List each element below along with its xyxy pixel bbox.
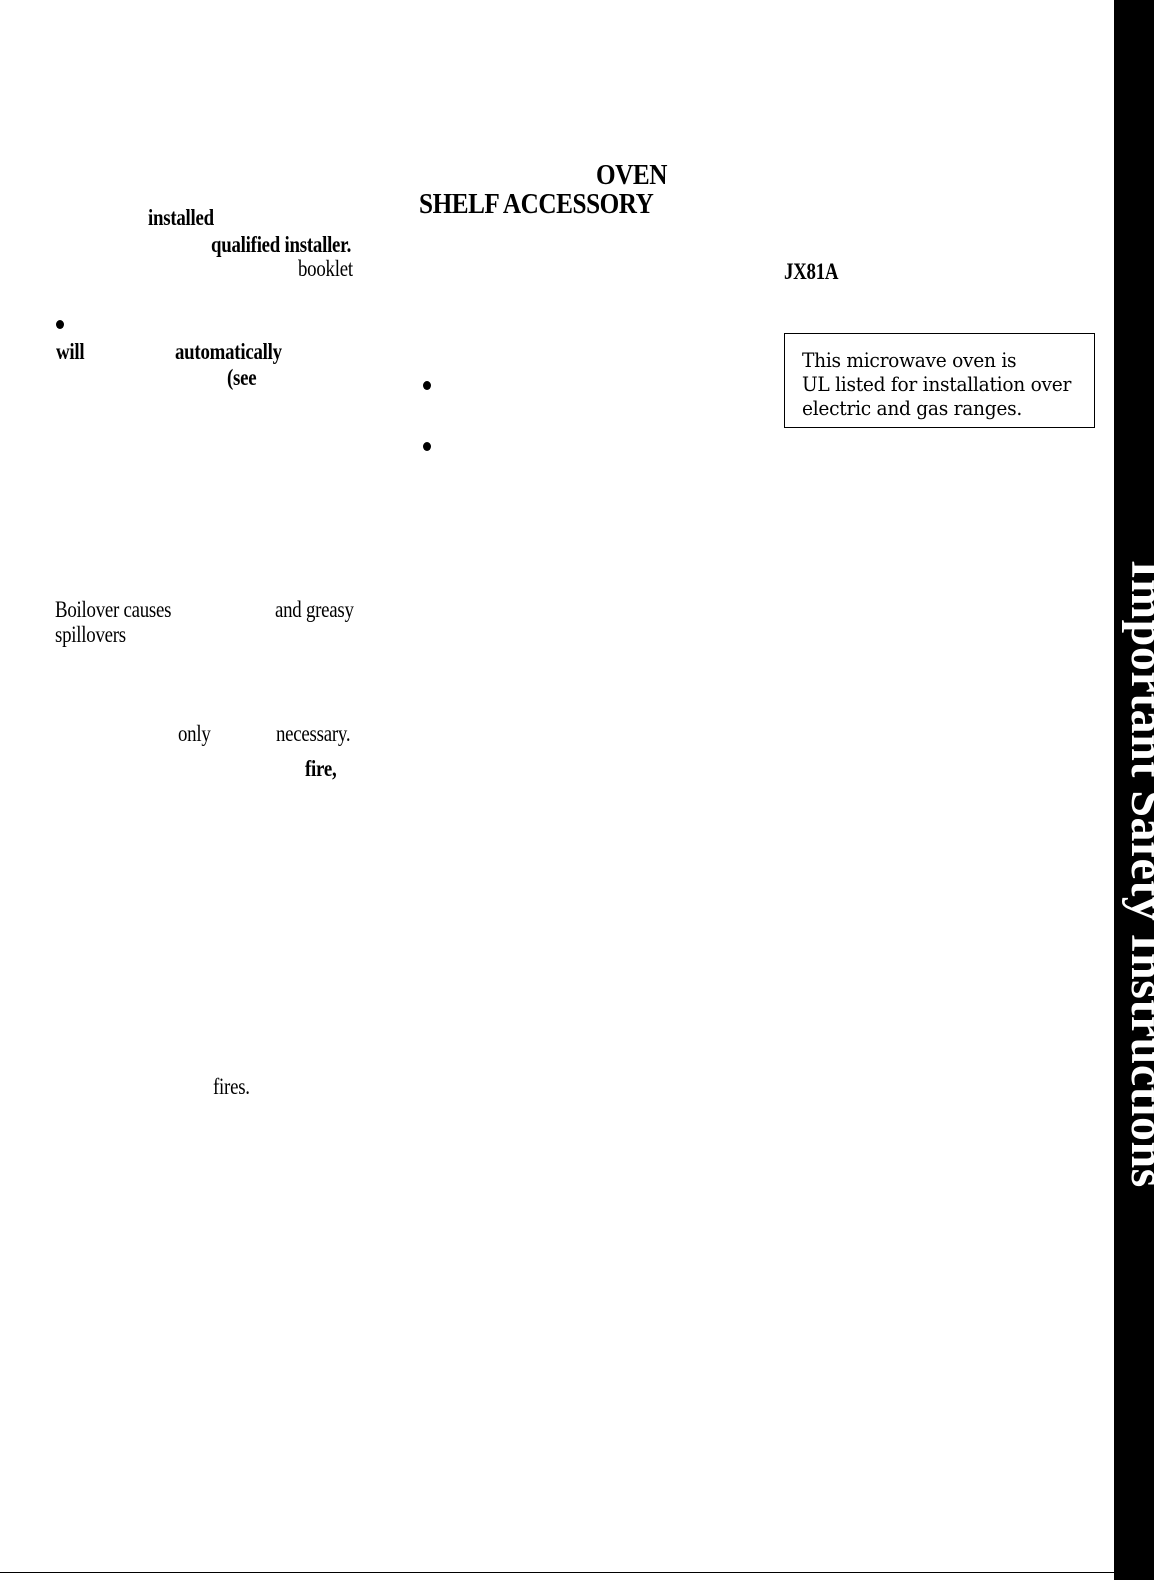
bullet <box>56 320 64 329</box>
heading-oven: OVEN <box>596 160 668 191</box>
text-automatically: automatically <box>175 339 282 364</box>
model-number: JX81A <box>784 259 839 284</box>
text-booklet: booklet <box>298 256 353 281</box>
notice-line-3: electric and gas ranges. <box>802 396 1023 420</box>
text-boilover-causes: Boilover causes <box>55 597 172 622</box>
bullet <box>423 442 431 451</box>
section-tab <box>1114 0 1174 1580</box>
notice-line-1: This microwave oven is <box>802 348 1017 372</box>
text-only: only <box>178 721 211 746</box>
section-tab-label: Important Safety Instructions <box>1121 560 1174 1188</box>
heading-shelf-accessory: SHELF ACCESSORY <box>419 189 654 220</box>
text-spillovers: spillovers <box>55 622 126 647</box>
text-will: will <box>56 339 85 364</box>
text-fire: fire, <box>305 756 337 781</box>
text-see: (see <box>227 365 257 390</box>
text-qualified-installer: qualified installer. <box>211 232 352 257</box>
notice-line-2: UL listed for installation over <box>802 372 1072 396</box>
text-fires: fires. <box>213 1074 250 1099</box>
text-and-greasy: and greasy <box>275 597 354 622</box>
text-installed: installed <box>148 205 214 230</box>
text-necessary: necessary. <box>276 721 351 746</box>
page-bottom-rule <box>0 1572 1114 1573</box>
ul-notice-text <box>802 348 1071 420</box>
bullet <box>423 381 431 390</box>
